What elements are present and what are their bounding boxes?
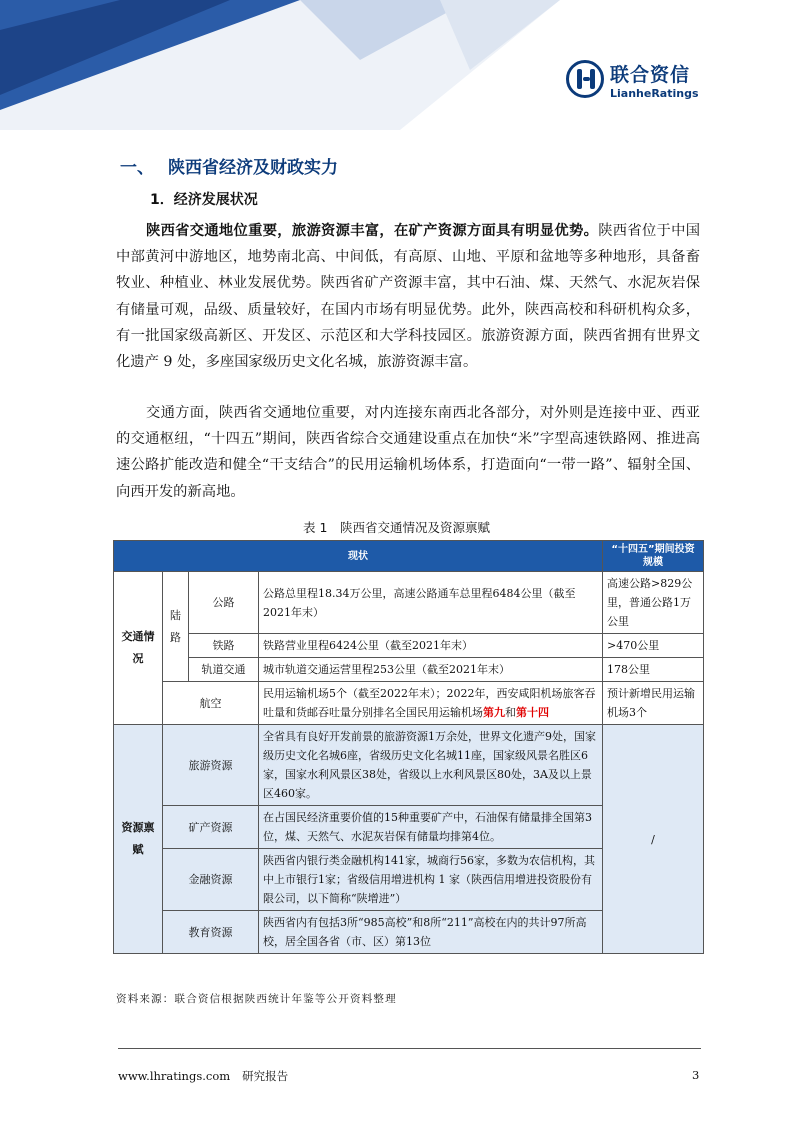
aviation-rank-cargo: 第十四 xyxy=(516,706,549,719)
row-status-highway: 公路总里程18.34万公里，高速公路通车总里程6484公里（截至2021年末） xyxy=(259,572,603,634)
footer-url[interactable]: www.lhratings.com xyxy=(118,1069,231,1083)
header-status: 现状 xyxy=(114,541,603,572)
company-logo xyxy=(566,58,706,106)
row-label-finance: 金融资源 xyxy=(163,849,259,911)
table-row xyxy=(114,682,704,725)
row-plan-aviation: 预计新增民用运输机场3个 xyxy=(603,682,704,725)
row-plan-railway: >470公里 xyxy=(603,634,704,658)
footer-divider xyxy=(118,1048,701,1049)
row-label-aviation: 航空 xyxy=(163,682,259,725)
row-status-aviation xyxy=(259,682,603,725)
row-status-rail-transit: 城市轨道交通运营里程253公里（截至2021年末） xyxy=(259,658,603,682)
section-heading xyxy=(120,153,338,178)
resource-plan: / xyxy=(603,725,704,954)
row-label-education: 教育资源 xyxy=(163,911,259,954)
aviation-rank-passenger: 第九 xyxy=(483,706,505,719)
paragraph-lead: 陕西省交通地位重要，旅游资源丰富，在矿产资源方面具有明显优势。 xyxy=(146,223,599,239)
paragraph-body: 陕西省位于中国中部黄河中游地区，地势南北高、中间低，有高原、山地、平原和盆地等多种地形，具备畜牧业、种植业、林业发展优势。陕西省矿产资源丰富，其中石油、煤、天然气、水泥灰岩保有储量可观，品级、质量较好，在国内市场有明显优势。此外，陕西高校和科研机构众多，有一批国家级高新区、开发区、示范区和大学科技园区。旅游资源方面，陕西省拥有世界文化遗产 9 处，多座国家级历史文化名城，旅游资源丰富。 xyxy=(116,223,701,371)
transport-resource-table xyxy=(113,540,704,954)
row-status-tourism: 全省具有良好开发前景的旅游资源1万余处，世界文化遗产9处，国家级历史文化名城6座，省级历史文化名城11座，国家级风景名胜区6家，国家水利风景区38处，省级以上水利风景区80处，3A及以上景区460家。 xyxy=(259,725,603,806)
section-title: 陕西省经济及财政实力 xyxy=(168,158,338,178)
table-source-note: 资料来源：联合资信根据陕西统计年鉴等公开资料整理 xyxy=(116,993,397,1005)
aviation-and: 和 xyxy=(505,706,516,719)
group-transport: 交通情况 xyxy=(114,572,163,725)
table-caption: 表 1 陕西省交通情况及资源禀赋 xyxy=(303,520,490,535)
table-row xyxy=(114,634,704,658)
row-label-railway: 铁路 xyxy=(189,634,259,658)
logo-english-text: LianheRatings xyxy=(610,87,699,100)
paragraph-transport: 交通方面，陕西省交通地位重要，对内连接东南西北各部分，对外则是连接中亚、西亚的交通枢纽，“十四五”期间，陕西省综合交通建设重点在加快“米”字型高速铁路网、推进高速公路扩能改造和健全“干支结合”的民用运输机场体系，打造面向“一带一路”、辐射全国、向西开发的新高地。 xyxy=(116,405,700,500)
header-plan: “十四五”期间投资规模 xyxy=(603,541,704,572)
table-row xyxy=(114,658,704,682)
group-resources: 资源禀赋 xyxy=(114,725,163,954)
row-label-rail-transit: 轨道交通 xyxy=(189,658,259,682)
row-plan-rail-transit: 178公里 xyxy=(603,658,704,682)
paragraph-overview xyxy=(116,218,700,375)
group-land: 陆路 xyxy=(163,572,189,682)
footer-info xyxy=(118,1068,288,1084)
table-row xyxy=(114,725,704,806)
table-header-row xyxy=(114,541,704,572)
row-label-tourism: 旅游资源 xyxy=(163,725,259,806)
row-status-education: 陕西省内有包括3所“985高校”和8所“211”高校在内的共计97所高校，居全国各省（市、区）第13位 xyxy=(259,911,603,954)
header-decoration xyxy=(0,0,560,130)
section-number: 一、 xyxy=(120,158,154,178)
logo-mark-icon xyxy=(566,60,604,98)
row-label-mineral: 矿产资源 xyxy=(163,806,259,849)
footer-label: 研究报告 xyxy=(242,1069,289,1083)
logo-chinese-text: 联合资信 xyxy=(610,64,691,86)
row-plan-highway: 高速公路>829公里，普通公路1万公里 xyxy=(603,572,704,634)
page-number: 3 xyxy=(692,1068,700,1082)
row-label-highway: 公路 xyxy=(189,572,259,634)
aviation-status-text: 民用运输机场5个（截至2022年末）；2022年，西安咸阳机场旅客吞吐量和货邮吞吐量分别排名全国民用运输机场 xyxy=(263,687,596,719)
row-status-mineral: 在占国民经济重要价值的15种重要矿产中，石油保有储量排全国第3位，煤、天然气、水泥灰岩保有储量均排第4位。 xyxy=(259,806,603,849)
row-status-finance: 陕西省内银行类金融机构141家，城商行56家，多数为农信机构，其中上市银行1家；省级信用增进机构 1 家（陕西信用增进投资股份有限公司，以下简称“陕增进”） xyxy=(259,849,603,911)
table-row xyxy=(114,572,704,634)
row-status-railway: 铁路营业里程6424公里（截至2021年末） xyxy=(259,634,603,658)
subsection-heading: 1．经济发展状况 xyxy=(150,192,258,208)
